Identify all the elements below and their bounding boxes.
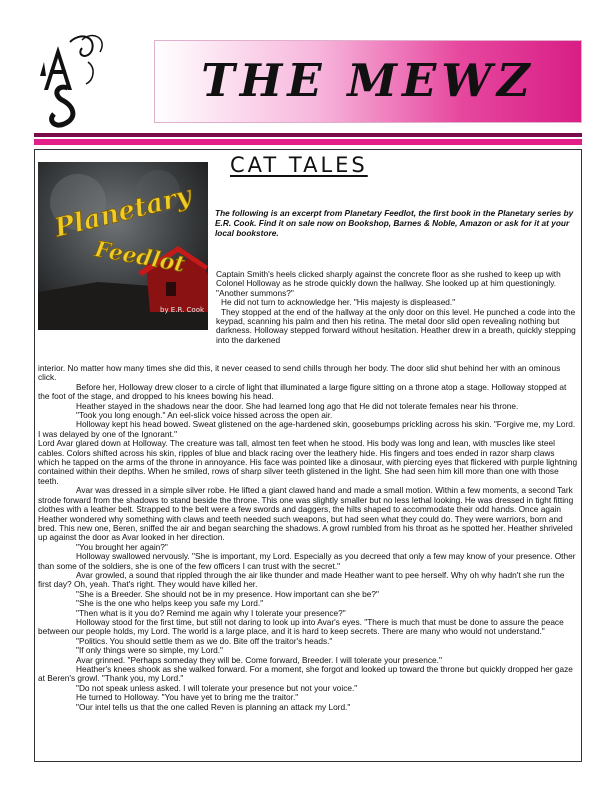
paragraph: Holloway stood for the first time, but still not daring to look up into Avar's eyes. "There is much that must be done to assure the peace between our people holds, my Lord. The world is a large place, and it is hard to keep secrets. There are many who would not understand.": [38, 616, 564, 637]
paragraph: "You brought her again?": [76, 541, 168, 552]
newsletter-title: THE MEWZ: [201, 54, 535, 107]
paragraph: Holloway kept his head bowed. Sweat glistened on the age-hardened skin, goosebumps prickling across his skin. "Forgive me, my Lord. I was delayed by one of the Ignorant.": [38, 419, 576, 439]
paragraph: Captain Smith's heels clicked sharply against the concrete floor as she rushed to keep up with Colonel Holloway as he strode quickly down the hallway. She looked up at him questioningly. "Another summons?": [216, 269, 561, 298]
paragraph: He did not turn to acknowledge her. "His majesty is displeased.": [221, 297, 456, 308]
book-cover-image: [38, 162, 208, 330]
article-body-bottom: [38, 364, 578, 712]
paragraph: "Do not speak unless asked. I will tolerate your presence but not your voice.": [76, 682, 358, 693]
paragraph: Holloway swallowed nervously. "She is important, my Lord. Especially as you decreed that only a few may know of your presence. Other than some of the soldiers, she is one of the few officers I can trust with the secret.": [38, 551, 576, 571]
paragraph: Lord Avar glared down at Holloway. The creature was tall, almost ten feet when he stood. His body was long and lean, with muscles like steel cables. Colors shifted across his skin, ripples of blue and black racing over the leathery hide. His fingers and toes ended in razor sharp claws which he tapped on the arms of the throne in annoyance. His face was pointed like a dinosaur, with piercing eyes that flickered with purple lightning contained within their depths. When he smiled, rows of sharp silver teeth glistened in the light. She had seen him kill more than one with those teeth.: [38, 438, 578, 486]
cover-author: by E.R. Cook: [160, 306, 205, 314]
paragraph: Heather stayed in the shadows near the door. She had learned long ago that He did not tolerate females near his throne.: [76, 400, 519, 411]
paragraph: Avar growled, a sound that rippled through the air like thunder and made Heather want to pee herself. Why oh why hadn't she run the first day? Oh, yeah. That's right. They would have killed her.: [38, 569, 565, 590]
paragraph: They stopped at the end of the hallway at the only door on this level. He punched a code into the keypad, scanning his palm and then his retina. The metal door slid open revealing nothing but darkness. Holloway stepped forward without hesitation. Heather drew in a breath, quickly stepping into the darkened: [216, 306, 576, 345]
article-body-top: [216, 270, 576, 345]
paragraph: interior. No matter how many times she did this, it never ceased to send chills through her body. The door slid shut behind her with an ominous click.: [38, 363, 561, 383]
paragraph: Avar grinned. "Perhaps someday they will be. Come forward, Breeder. I will tolerate your presence.": [76, 654, 442, 665]
masthead-banner: [154, 40, 582, 123]
paragraph: Before her, Holloway drew closer to a circle of light that illuminated a large figure sitting on a throne atop a stage. Holloway stopped at the foot of the stage, and dropped to his knees bowing his head.: [38, 381, 567, 402]
header-rule-pink: [34, 139, 582, 145]
paragraph: "She is a Breeder. She should not be in my presence. How important can she be?": [76, 588, 379, 599]
paragraph: Avar was dressed in a simple silver robe. He lifted a giant clawed hand and made a small motion. Within a few moments, a second Tark strode forward from the shadows to stand beside the throne. This one was slightly smaller but no less lethal looking. He was dressed in tight fitting clothes with a leather belt. Strapped to the belt were a few swords and daggers, the hilts shaped to accommodate their odd hands. Once again Heather wondered why something with claws and teeth needed such weapons, but had seen what they could do. They were warriors, born and bred. This new one, Beren, sniffed the air and began searching the shadows. A growl rumbled from his throat as he spotted her. Heather shriveled up against the door as Avar looked in her direction.: [38, 485, 574, 543]
paragraph: "Then what is it you do? Remind me again why I tolerate your presence?": [76, 607, 346, 618]
cover-title-line1: Planetary: [51, 180, 195, 244]
paragraph: "Took you long enough." An eel-slick voice hissed across the open air.: [76, 410, 333, 421]
newsletter-logo: [34, 32, 116, 132]
header-rule-dark: [34, 133, 582, 137]
paragraph: He turned to Holloway. "You have yet to bring me the traitor.": [76, 692, 299, 703]
paragraph: "Our intel tells us that the one called Reven is planning an attack my Lord.": [76, 701, 351, 712]
cover-title-line2: Feedlot: [92, 236, 187, 278]
section-title: CAT TALES: [230, 153, 368, 177]
paragraph: "If only things were so simple, my Lord.": [76, 645, 223, 656]
article-intro: The following is an excerpt from Planetary Feedlot, the first book in the Planetary series by E.R. Cook. Find it on sale now on Bookshop, Barnes & Noble, Amazon or ask for it at your local bookstore.: [215, 208, 574, 238]
paragraph: "Politics. You should settle them as we do. Bite off the traitor's heads.": [76, 635, 333, 646]
paragraph: "She is the one who helps keep you safe my Lord.": [76, 598, 264, 609]
paragraph: Heather's knees shook as she walked forward. For a moment, she forgot and looked up toward the throne but quickly dropped her gaze at Beren's growl. "Thank you, my Lord.": [38, 664, 573, 684]
